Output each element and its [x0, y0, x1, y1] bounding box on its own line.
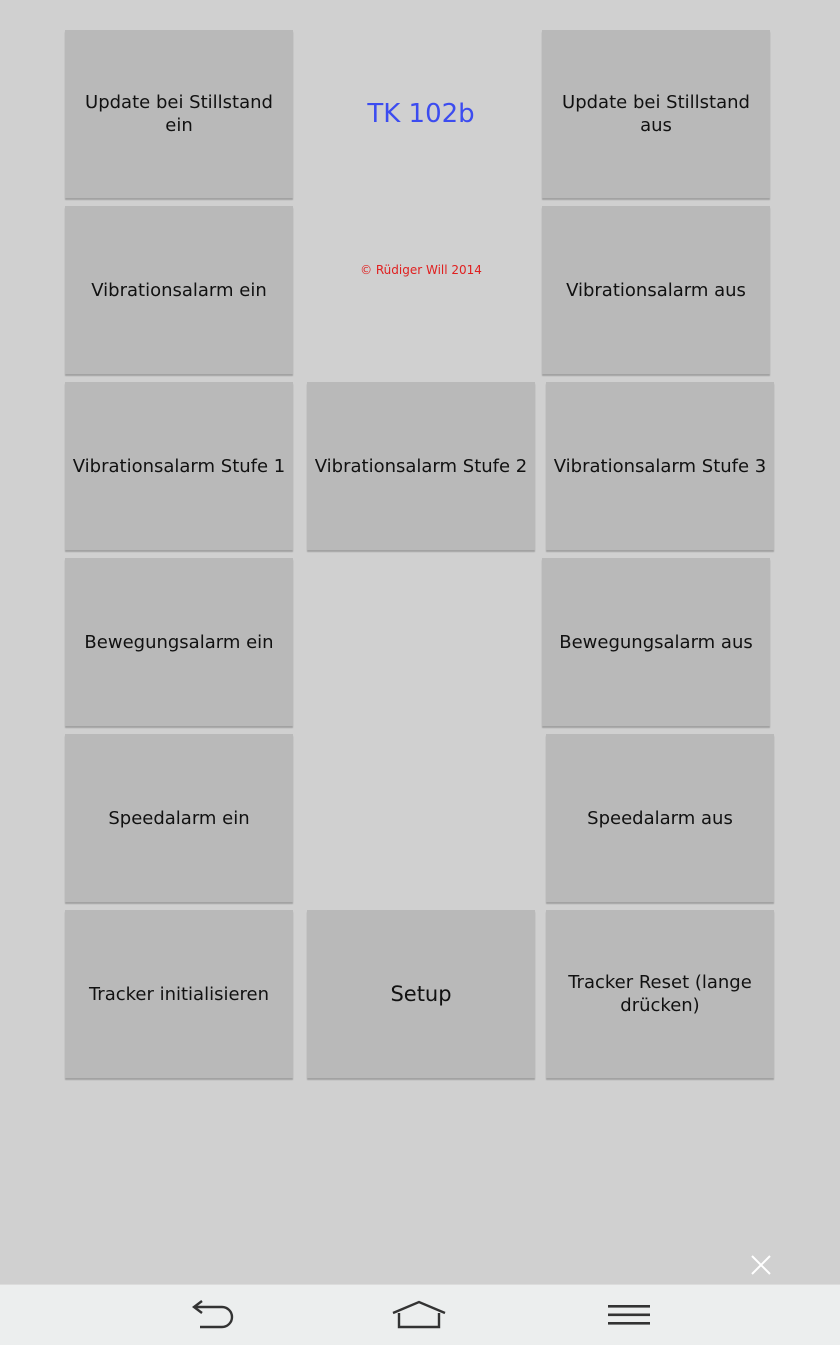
menu-button[interactable] [569, 1285, 689, 1345]
vibration-level-2-button[interactable]: Vibrationsalarm Stufe 2 [307, 382, 535, 550]
close-icon[interactable] [748, 1252, 774, 1278]
copyright-text: © Rüdiger Will 2014 [360, 263, 482, 277]
back-icon [182, 1299, 238, 1331]
vibration-alarm-on-button[interactable]: Vibrationsalarm ein [65, 206, 293, 374]
vibration-alarm-off-button[interactable]: Vibrationsalarm aus [542, 206, 770, 374]
home-icon [389, 1299, 449, 1331]
setup-button[interactable]: Setup [307, 910, 535, 1078]
tracker-initialize-button[interactable]: Tracker initialisieren [65, 910, 293, 1078]
update-standstill-off-button[interactable]: Update bei Stillstand aus [542, 30, 770, 198]
update-standstill-on-button[interactable]: Update bei Stillstand ein [65, 30, 293, 198]
speed-alarm-off-button[interactable]: Speedalarm aus [546, 734, 774, 902]
home-button[interactable] [359, 1285, 479, 1345]
speed-alarm-on-button[interactable]: Speedalarm ein [65, 734, 293, 902]
movement-alarm-off-button[interactable]: Bewegungsalarm aus [542, 558, 770, 726]
back-button[interactable] [150, 1285, 270, 1345]
app-title: TK 102b [367, 99, 475, 129]
movement-alarm-on-button[interactable]: Bewegungsalarm ein [65, 558, 293, 726]
navigation-bar [0, 1284, 840, 1345]
vibration-level-1-button[interactable]: Vibrationsalarm Stufe 1 [65, 382, 293, 550]
tracker-reset-button[interactable]: Tracker Reset (lange drücken) [546, 910, 774, 1078]
menu-icon [605, 1301, 653, 1329]
vibration-level-3-button[interactable]: Vibrationsalarm Stufe 3 [546, 382, 774, 550]
